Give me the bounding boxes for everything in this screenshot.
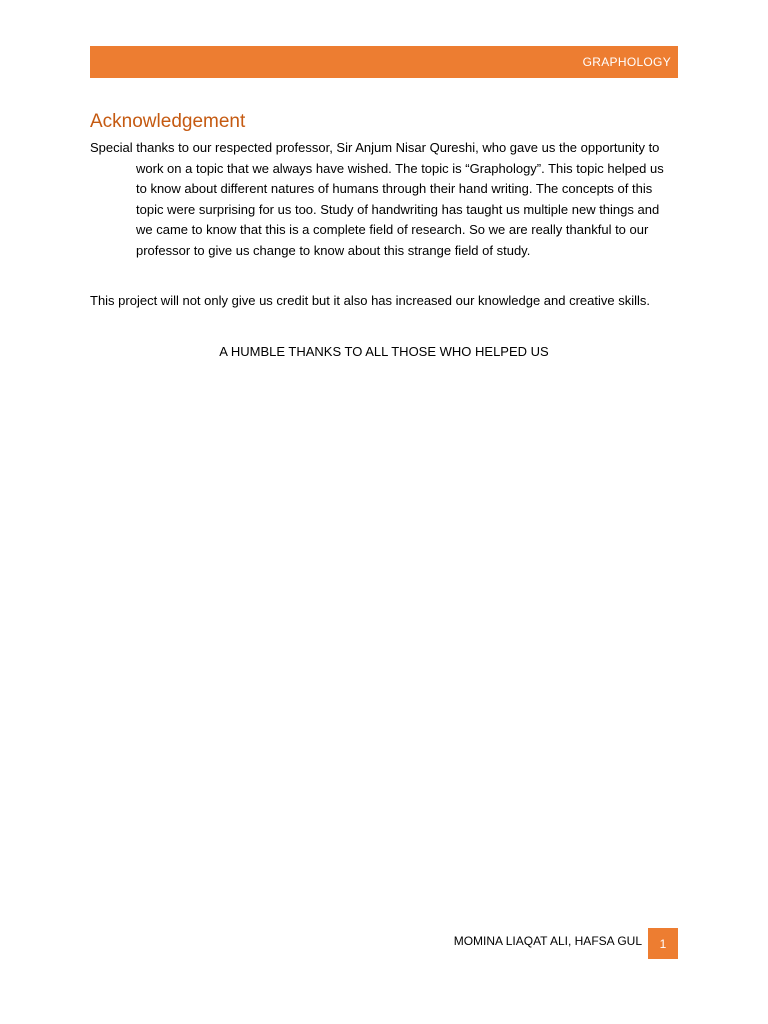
- project-paragraph: This project will not only give us credit but it also has increased our knowledge and creative skills.: [90, 293, 650, 308]
- closing-line: A HUMBLE THANKS TO ALL THOSE WHO HELPED US: [219, 344, 549, 359]
- acknowledgement-paragraph: Special thanks to our respected professor, Sir Anjum Nisar Qureshi, who gave us the opportunity to work on a topic that we always have wished. The topic is “Graphology”. This topic helped us to know about different natures of humans through their hand writing. The concepts of this topic were surprising for us too. Study of handwriting has taught us multiple new things and we came to know that this is a complete field of research. So we are really thankful to our professor to give us change to know about this strange field of study.: [90, 140, 664, 258]
- footer-authors: MOMINA LIAQAT ALI, HAFSA GUL: [453, 934, 642, 948]
- header-band: [90, 46, 678, 78]
- page-number-box: [648, 928, 678, 959]
- header-title: GRAPHOLOGY: [582, 55, 671, 69]
- page-heading: Acknowledgement: [90, 111, 246, 132]
- page-number: 1: [659, 936, 667, 951]
